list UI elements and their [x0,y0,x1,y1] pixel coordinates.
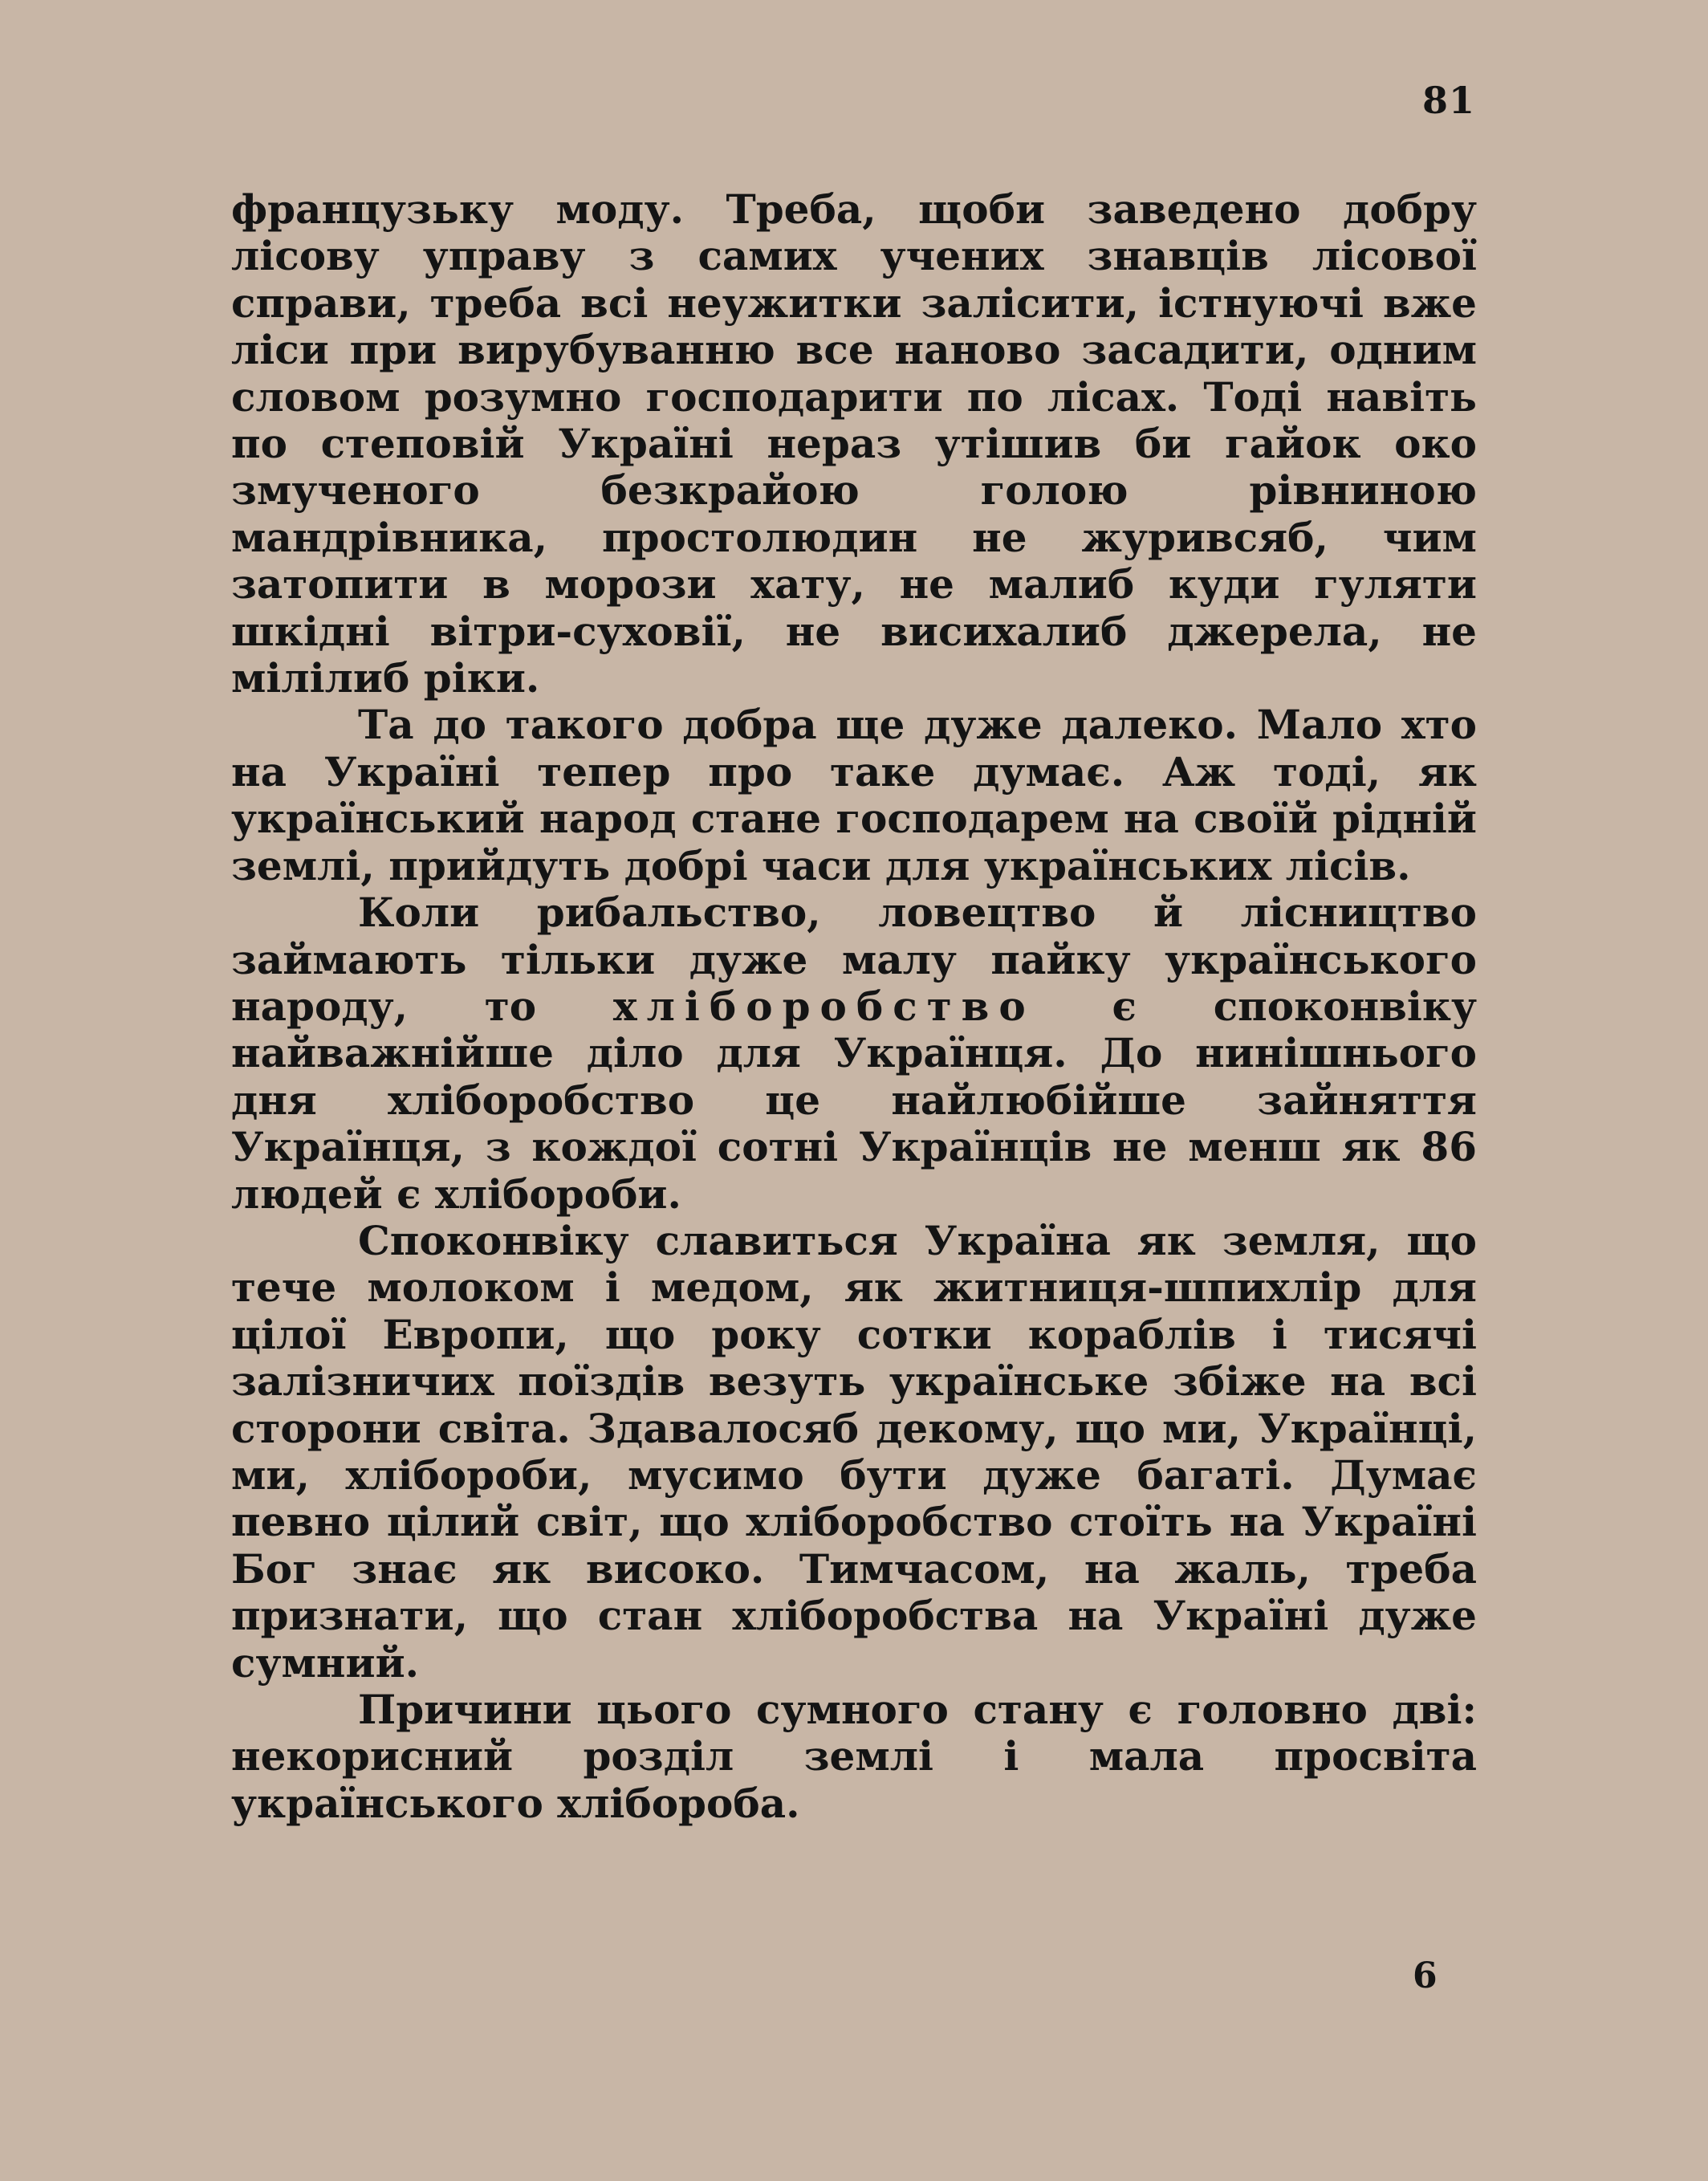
page-number: 81 [1421,79,1475,122]
text-block [231,186,1477,1827]
paragraph-3-end: є споконвіку найважнійше діло для Українця. До нинішнього дня хліборобство це найлюбійше зайняття Українця, з кождої сотні Українців не менш як 86 людей є хлібороби. [231,982,1477,1218]
paragraph-1: французьку моду. Треба, щоби заведено добру лісову управу з самих учених знавців лісової справи, треба всі неужитки залісити, істнуючі вже ліси при вирубуванню все наново засадити, одним словом розумно господарити по лісах. Тоді навіть по степовій Україні нераз утішив би гайок око змученого безкрайою голою рівниною мандрівника, простолюдин не журивсяб, чим затопити в морози хату, не малиб куди гуляти шкідні вітри-суховії, не висихалиб джерела, не мілілиб ріки. [231,185,1477,702]
paragraph-3 [231,889,1477,1218]
paragraph-4: Споконвіку славиться Україна як земля, що тече молоком і медом, як житниця-шпихлір для цілої Европи, що року сотки кораблів і тисячі залізничих поїздів везуть українське збіже на всі сторони світа. Здавалосяб декому, що ми, Українці, ми, хлібороби, мусимо бути дуже багаті. Думає певно цілий світ, що хліборобство стоїть на Україні Бог знає як високо. Тимчасом, на жаль, треба признати, що стан хліборобства на Україні дуже сумний. [231,1216,1477,1687]
paragraph-2: Та до такого добра ще дуже далеко. Мало хто на Україні тепер про таке думає. Аж тоді, як український народ стане господарем на своїй рідній землі, прийдуть добрі часи для українських лісів. [231,701,1477,889]
emphasized-term: хліборобство [612,982,1035,1030]
signature-mark: 6 [1413,1955,1438,1996]
paragraph-3-start: Коли рибальство, ловецтво й лісництво займають тільки дуже малу пайку українського народу, то [231,889,1477,1030]
paragraph-5: Причини цього сумного стану є головно дві: некорисний розділ землі і мала просвіта українського хлібороба. [231,1686,1477,1827]
